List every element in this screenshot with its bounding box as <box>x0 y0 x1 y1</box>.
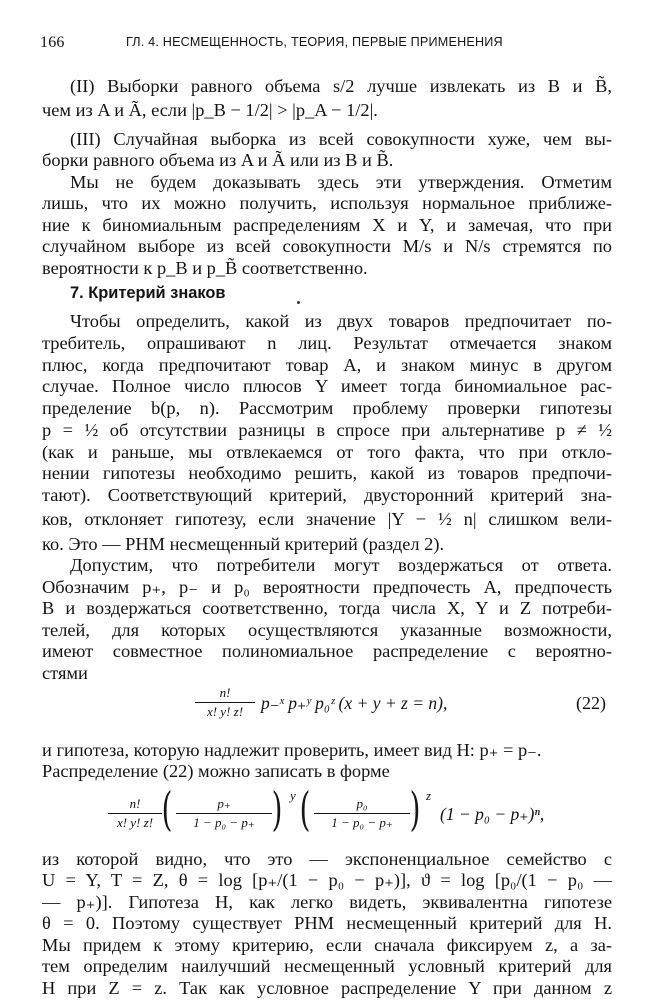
text-line: нении гипотезы необходимо решить, какой из товаров предпочи- <box>42 463 612 484</box>
text-line: из которой видно, что это — экспоненциальное семейство с <box>42 848 612 869</box>
fraction <box>314 796 410 831</box>
page-number: 166 <box>40 34 65 51</box>
text-line: ков, отклоняет гипотезу, если значение |Y − ½ n| слишком вели- <box>42 509 612 530</box>
fraction-denominator: x! y! z! <box>206 704 244 720</box>
text-line: H при Z = z. Так как условное распределение Y при данном z <box>42 978 612 998</box>
fraction-numerator: n! <box>129 796 141 812</box>
text-line: тем определим наилучший несмещенный условный критерий для <box>42 956 612 977</box>
text-line: (как и раньше, мы отвлекаемся от того факта, что при откло- <box>42 441 612 462</box>
fraction-numerator: p₊ <box>217 796 231 812</box>
text-line: Обозначим p₊, p₋ и p₀ вероятности предпочесть A, предпочесть <box>42 576 612 597</box>
left-paren: ( <box>299 782 311 837</box>
text-line: требитель, опрашивают n лиц. Результат отмечается знаком <box>42 332 612 353</box>
fraction-numerator: p₀ <box>356 796 368 812</box>
fraction <box>176 796 272 831</box>
fraction-denominator: 1 − p₀ − p₊ <box>331 815 393 831</box>
text-line: θ = 0. Поэтому существует РНМ несмещенный критерий для H. <box>42 913 612 934</box>
fraction-numerator: n! <box>219 685 231 701</box>
text-line: и гипотеза, которую надлежит проверить, имеет вид H: p₊ = p₋. <box>42 739 542 760</box>
equation-exponential-form <box>100 782 600 848</box>
text-line: Чтобы определить, какой из двух товаров предпочитает по- <box>70 311 612 332</box>
fraction-denominator: x! y! z! <box>116 815 154 831</box>
exponent-z: z <box>426 788 432 804</box>
fraction <box>195 685 255 720</box>
equation-tail: (1 − p₀ − p₊)ⁿ, <box>440 804 545 825</box>
text-line: вероятности к p_B и p_B̃ соответственно. <box>42 257 368 278</box>
text-line: стями <box>42 663 88 683</box>
exponent-y: y <box>290 788 296 804</box>
fraction-bar <box>108 813 162 814</box>
right-paren: ) <box>409 782 421 837</box>
equation-22 <box>195 685 495 725</box>
equation-number: (22) <box>576 692 606 713</box>
fraction-bar <box>195 702 255 703</box>
fraction-bar <box>314 813 410 814</box>
text-line: ко. Это — РНМ несмещенный критерий (раздел 2). <box>42 533 445 554</box>
text-line: B и воздержаться соответственно, тогда числа X, Y и Z потреби- <box>42 598 612 619</box>
equation-body: p₋ˣ p₊ʸ p₀ᶻ (x + y + z = n), <box>261 693 448 714</box>
text-line: имеют совместное полиномиальное распределение с вероятно- <box>42 641 612 662</box>
text-line: тают). Соответствующий критерий, двусторонний критерий зна- <box>42 484 612 505</box>
text-line: плюс, когда предпочитают товар A, и знаком минус в другом <box>42 354 612 375</box>
right-paren: ) <box>271 782 283 837</box>
text-line: p = ½ об отсутствии разницы в спросе при альтернативе p ≠ ½ <box>42 420 612 441</box>
text-line: телей, для которых осуществляются указанные возможности, <box>42 619 612 640</box>
text-line: ние к биномиальным распределениям X и Y, и замечая, что при <box>42 214 612 235</box>
text-line: борки равного объема из A и Ã или из B и B̃. <box>42 150 394 171</box>
text-line: Распределение (22) можно записать в форме <box>42 761 390 782</box>
text-line: Мы придем к этому критерию, если сначала фиксируем z, а за- <box>42 934 612 955</box>
text-line: (III) Случайная выборка из всей совокупности хуже, чем вы- <box>70 128 612 149</box>
running-header <box>40 34 620 56</box>
text-line: чем из A и Ã, если |p_B − 1/2| > |p_A − 1/2|. <box>42 100 378 121</box>
left-paren: ( <box>161 782 173 837</box>
fraction-bar <box>176 813 272 814</box>
text-line: случайном выборе из всей совокупности M/s и N/s стремятся по <box>42 236 612 257</box>
text-line: Мы не будем доказывать здесь эти утверждения. Отметим <box>70 171 612 192</box>
text-line: Допустим, что потребители могут воздержаться от ответа. <box>70 555 612 576</box>
text-line: лишь, что их можно получить, используя нормальное приближе- <box>42 193 612 214</box>
text-line: (II) Выборки равного объема s/2 лучше извлекать из B и B̃, <box>70 76 612 96</box>
print-speck <box>297 301 300 304</box>
fraction-denominator: 1 − p₀ − p₊ <box>193 815 255 831</box>
text-line: пределение b(p, n). Рассмотрим проблему проверки гипотезы <box>42 397 612 418</box>
text-line: — p₊)]. Гипотеза H, как легко видеть, эквивалентна гипотезе <box>42 891 612 912</box>
section-heading: 7. Критерий знаков <box>70 284 226 303</box>
text-line: U = Y, T = Z, θ = log [p₊/(1 − p₀ − p₊)], ϑ = log [p₀/(1 − p₀ — <box>42 870 612 891</box>
fraction <box>108 796 162 831</box>
text-line: случае. Полное число плюсов Y имеет тогда биномиальное рас- <box>42 376 612 396</box>
running-title: ГЛ. 4. НЕСМЕЩЕННОСТЬ, ТЕОРИЯ, ПЕРВЫЕ ПРИМЕНЕНИЯ <box>126 35 503 49</box>
